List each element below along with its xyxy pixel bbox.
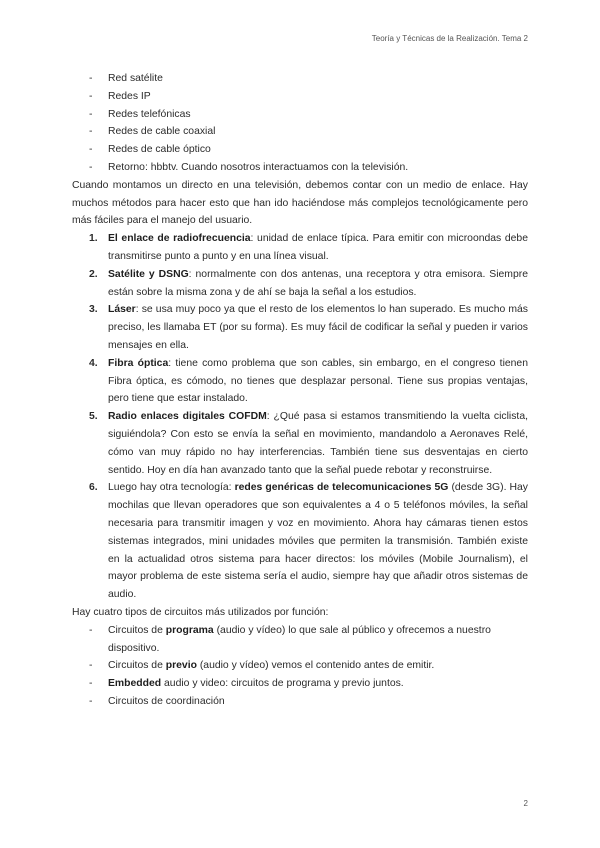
item-number: 2. xyxy=(89,268,98,280)
list-item: - Redes de cable óptico xyxy=(72,141,528,159)
circuit-item xyxy=(72,675,528,693)
item-text: (audio y vídeo) vemos el contenido antes de emitir. xyxy=(196,660,435,672)
item-title: previo xyxy=(165,660,197,672)
item-number: 1. xyxy=(89,233,98,245)
item-title: programa xyxy=(165,624,214,636)
item-text: : normalmente con dos antenas, una receptora y otra emisora. Siempre están sobre la misma zona y de ahí se baja la señal a los estudios. xyxy=(108,268,528,298)
item-title: Radio enlaces digitales COFDM xyxy=(108,411,267,423)
item-title: El enlace de radiofrecuencia xyxy=(108,233,251,245)
list-item: - Redes IP xyxy=(72,88,528,106)
item-title: Embedded xyxy=(108,678,162,690)
method-item xyxy=(72,408,528,479)
method-item xyxy=(72,479,528,604)
list-item: - Red satélite xyxy=(72,70,528,88)
list-item: - Retorno: hbbtv. Cuando nosotros interactuamos con la televisión. xyxy=(72,159,528,177)
item-number: 3. xyxy=(89,304,98,316)
item-text: : tiene como problema que son cables, sin embargo, en el congreso tienen Fibra óptica, es cómodo, no tienes que desplazar personal. Tiene sus propias ventajas, pero tiene que estar instalado. xyxy=(108,357,528,405)
item-text: (audio y vídeo) lo que sale al público y ofrecemos a nuestro dispositivo. xyxy=(108,624,491,654)
item-number: 5. xyxy=(89,411,98,423)
item-number: 4. xyxy=(89,357,98,369)
network-list xyxy=(72,70,528,177)
item-text: : ¿Qué pasa si estamos transmitiendo la vuelta ciclista, siguiéndola? Con esto se envía la señal en movimiento, mandandolo a Aeronaves Relé, cómo van muy rápido no hay interferencias. También tiene sus desventajas en cierto sentido. Hoy en día han avanzado tanto que la señal puede rebotar y reconstruirse. xyxy=(108,411,528,476)
method-item xyxy=(72,355,528,408)
method-item xyxy=(72,230,528,266)
document-body xyxy=(72,70,528,711)
circuit-item xyxy=(72,693,528,711)
item-text: (desde 3G). Hay mochilas que llevan operadores que son equivalentes a 4 o 5 teléfonos móviles, la señal necesaria para transmitir imagen y voz en movimiento. Ahora hay cámaras tienen estos sistemas integrados, mini unidades móviles que permiten la transmisión. También existe en la actualidad otros sistema para hacer directos: los móviles (Mobile Journalism), el mayor problema de este sistema sería el audio, siempre hay que añadir otros sistemas de audio. xyxy=(108,482,529,601)
list-item: - Redes de cable coaxial xyxy=(72,123,528,141)
item-title: Satélite y DSNG xyxy=(108,268,189,280)
intro-paragraph: Cuando montamos un directo en una televisión, debemos contar con un medio de enlace. Hay muchos métodos para hacer esto que han ido haciéndose más complejos tecnológicamente pero más fáciles para el manejo del usuario. xyxy=(72,179,528,227)
item-title: Láser xyxy=(108,304,136,316)
item-text: : unidad de enlace típica. Para emitir con microondas debe transmitirse punto a punto y en una línea visual. xyxy=(108,233,528,262)
circuit-item xyxy=(72,657,528,675)
method-item xyxy=(72,301,528,354)
item-text: audio y video: circuitos de programa y previo juntos. xyxy=(161,678,404,690)
item-title: redes genéricas de telecomunicaciones 5G xyxy=(234,482,449,494)
method-item xyxy=(72,266,528,302)
page-number: 2 xyxy=(523,799,528,808)
circuit-item xyxy=(72,622,528,658)
item-prefix: Circuitos de xyxy=(108,624,166,636)
methods-list xyxy=(72,230,528,604)
page-header: Teoría y Técnicas de la Realización. Tema 2 xyxy=(371,34,528,43)
item-prefix: Circuitos de coordinación xyxy=(108,695,225,707)
item-number: 6. xyxy=(89,482,98,494)
item-title: Fibra óptica xyxy=(108,357,169,369)
circuits-intro: Hay cuatro tipos de circuitos más utilizados por función: xyxy=(72,606,329,618)
list-item: - Redes telefónicas xyxy=(72,106,528,124)
item-prefix: Circuitos de xyxy=(108,660,166,672)
circuits-list xyxy=(72,622,528,711)
item-prefix: Luego hay otra tecnología: xyxy=(108,482,235,494)
item-text: : se usa muy poco ya que el resto de los elementos lo han superado. Es mucho más preciso, les llamaba ET (por su forma). Es muy fácil de codificar la señal y pueden ir varios mensajes en ella. xyxy=(108,304,528,351)
